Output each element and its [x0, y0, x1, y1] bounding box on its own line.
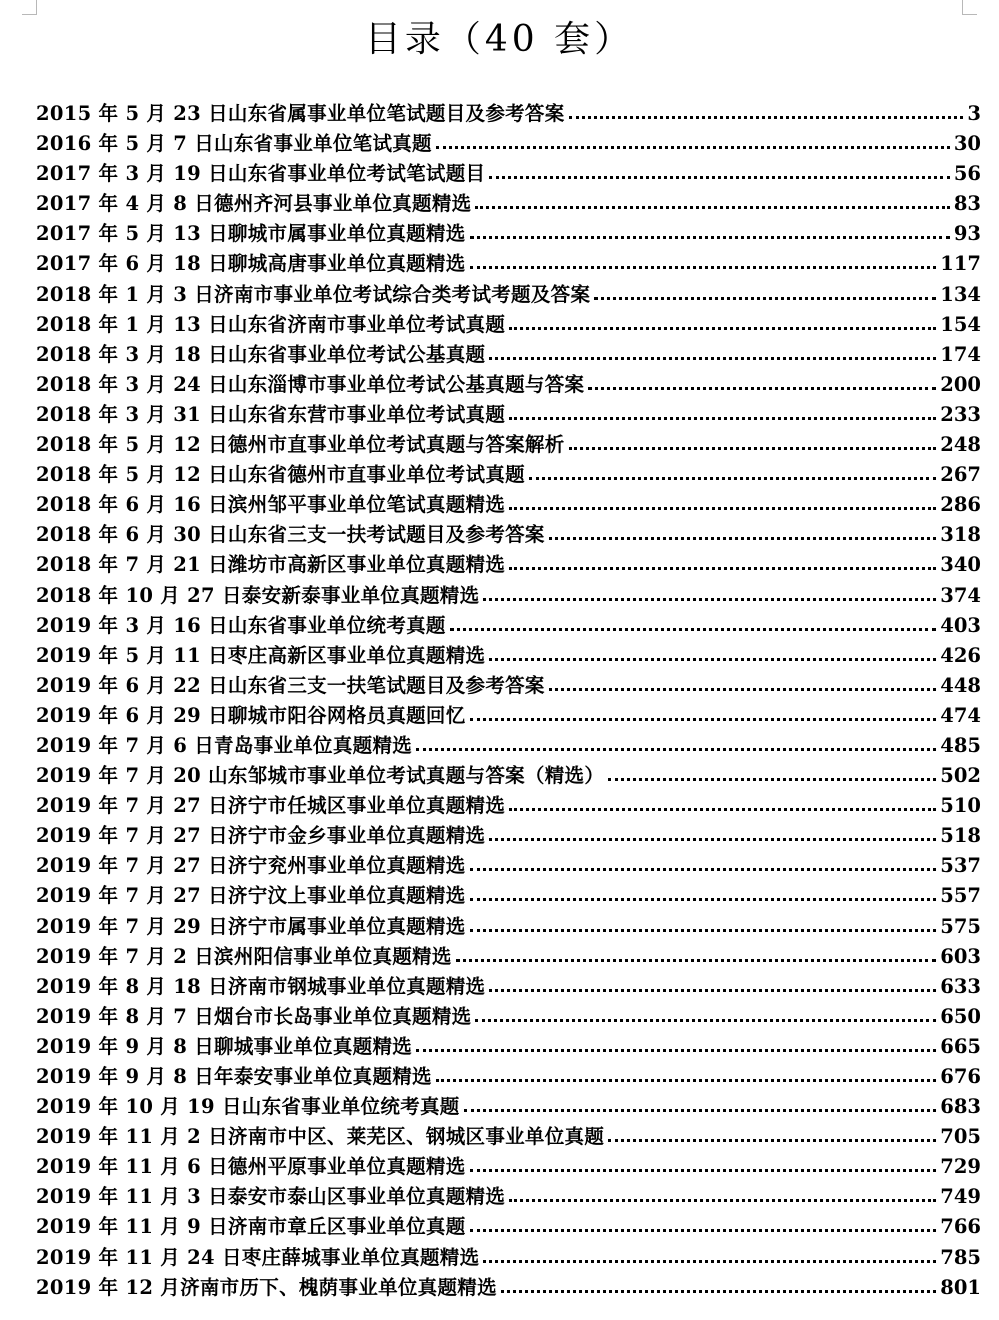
toc-entry[interactable]	[36, 942, 981, 972]
toc-dot-leader	[489, 353, 936, 360]
toc-entry[interactable]	[36, 1182, 981, 1212]
toc-list	[36, 99, 981, 1303]
toc-entry[interactable]	[36, 249, 981, 279]
toc-entry-title: 2018 年 7 月 21 日潍坊市高新区事业单位真题精选	[36, 553, 506, 577]
toc-entry-page-number: 248	[940, 433, 981, 457]
toc-entry[interactable]	[36, 881, 981, 911]
toc-entry-page-number: 93	[953, 222, 981, 246]
toc-entry[interactable]	[36, 490, 981, 520]
toc-entry-page-number: 557	[940, 884, 981, 908]
toc-dot-leader	[489, 654, 936, 661]
toc-entry-title: 2019 年 12 月济南市历下、槐荫事业单位真题精选	[36, 1275, 497, 1299]
toc-entry-page-number: 56	[953, 162, 981, 186]
toc-entry[interactable]	[36, 581, 981, 611]
toc-entry-title: 2018 年 3 月 31 日山东省东营市事业单位考试真题	[36, 402, 506, 426]
toc-entry-title: 2019 年 7 月 29 日济宁市属事业单位真题精选	[36, 914, 466, 938]
toc-entry-page-number: 426	[940, 643, 981, 667]
toc-entry-page-number: 200	[940, 372, 981, 396]
toc-entry[interactable]	[36, 731, 981, 761]
toc-dot-leader	[509, 503, 936, 510]
toc-entry[interactable]	[36, 791, 981, 821]
toc-dot-leader	[456, 955, 937, 962]
toc-entry-page-number: 474	[940, 703, 981, 727]
toc-dot-leader	[416, 744, 936, 751]
toc-entry-page-number: 683	[940, 1095, 981, 1119]
toc-entry-title: 2016 年 5 月 7 日山东省事业单位笔试真题	[36, 132, 432, 156]
toc-dot-leader	[569, 443, 937, 450]
toc-entry-page-number: 286	[940, 493, 981, 517]
toc-entry-page-number: 537	[940, 854, 981, 878]
toc-entry-title: 2019 年 10 月 19 日山东省事业单位统考真题	[36, 1095, 460, 1119]
toc-entry[interactable]	[36, 611, 981, 641]
toc-entry-title: 2019 年 11 月 24 日枣庄薛城事业单位真题精选	[36, 1245, 480, 1269]
toc-entry-title: 2018 年 6 月 16 日滨州邹平事业单位笔试真题精选	[36, 493, 506, 517]
toc-entry-title: 2018 年 5 月 12 日山东省德州市直事业单位考试真题	[36, 463, 525, 487]
toc-dot-leader	[549, 533, 937, 540]
toc-entry-page-number: 403	[940, 613, 981, 637]
toc-dot-leader	[489, 834, 936, 841]
toc-entry[interactable]	[36, 129, 981, 159]
toc-entry[interactable]	[36, 370, 981, 400]
toc-entry-page-number: 766	[940, 1215, 981, 1239]
toc-entry-title: 2019 年 7 月 27 日济宁市任城区事业单位真题精选	[36, 794, 506, 818]
toc-entry-page-number: 117	[940, 252, 981, 276]
toc-dot-leader	[470, 262, 937, 269]
toc-entry-title: 2017 年 5 月 13 日聊城市属事业单位真题精选	[36, 222, 466, 246]
toc-dot-leader	[470, 1165, 937, 1172]
toc-entry-title: 2019 年 11 月 6 日德州平原事业单位真题精选	[36, 1155, 466, 1179]
toc-entry[interactable]	[36, 821, 981, 851]
toc-entry-title: 2019 年 11 月 2 日济南市中区、莱芜区、钢城区事业单位真题	[36, 1125, 605, 1149]
toc-entry[interactable]	[36, 1092, 981, 1122]
toc-dot-leader	[450, 624, 937, 631]
toc-entry-page-number: 174	[940, 342, 981, 366]
toc-dot-leader	[416, 1045, 936, 1052]
toc-entry-page-number: 518	[940, 824, 981, 848]
toc-entry-page-number: 705	[940, 1125, 981, 1149]
toc-entry-page-number: 502	[940, 764, 981, 788]
toc-entry[interactable]	[36, 310, 981, 340]
toc-entry-title: 2019 年 6 月 22 日山东省三支一扶笔试题目及参考答案	[36, 673, 545, 697]
toc-entry-title: 2018 年 3 月 18 日山东省事业单位考试公基真题	[36, 342, 486, 366]
toc-dot-leader	[475, 1015, 936, 1022]
toc-entry-page-number: 485	[940, 733, 981, 757]
toc-entry-title: 2017 年 4 月 8 日德州齐河县事业单位真题精选	[36, 192, 472, 216]
toc-entry-page-number: 729	[940, 1155, 981, 1179]
toc-dot-leader	[470, 925, 937, 932]
toc-dot-leader	[475, 202, 949, 209]
page-corner-mark-right	[962, 0, 977, 15]
toc-entry-title: 2018 年 10 月 27 日泰安新泰事业单位真题精选	[36, 583, 480, 607]
toc-entry-page-number: 154	[940, 312, 981, 336]
toc-entry-page-number: 801	[940, 1275, 981, 1299]
toc-dot-leader	[509, 1195, 936, 1202]
toc-entry-title: 2019 年 9 月 8 日聊城事业单位真题精选	[36, 1034, 413, 1058]
toc-dot-leader	[509, 413, 936, 420]
toc-dot-leader	[588, 383, 936, 390]
toc-entry[interactable]	[36, 912, 981, 942]
toc-entry-page-number: 650	[940, 1004, 981, 1028]
toc-dot-leader	[489, 985, 936, 992]
toc-entry-page-number: 785	[940, 1245, 981, 1269]
toc-entry-page-number: 676	[940, 1065, 981, 1088]
toc-dot-leader	[470, 894, 937, 901]
toc-entry[interactable]	[36, 1273, 981, 1303]
toc-dot-leader	[569, 112, 964, 119]
toc-entry[interactable]	[36, 701, 981, 731]
toc-entry[interactable]	[36, 99, 981, 129]
toc-entry-title: 2017 年 3 月 19 日山东省事业单位考试笔试题目	[36, 162, 486, 186]
toc-entry[interactable]	[36, 400, 981, 430]
toc-entry-title: 2018 年 1 月 3 日济南市事业单位考试综合类考试考题及答案	[36, 282, 591, 306]
toc-entry-title: 2019 年 8 月 7 日烟台市长岛事业单位真题精选	[36, 1004, 472, 1028]
toc-entry-page-number: 3	[967, 102, 981, 125]
toc-entry[interactable]	[36, 1122, 981, 1152]
toc-entry-title: 2019 年 7 月 27 日济宁兖州事业单位真题精选	[36, 854, 466, 878]
toc-dot-leader	[470, 1225, 937, 1232]
toc-entry-page-number: 749	[940, 1185, 981, 1209]
toc-entry[interactable]	[36, 219, 981, 249]
toc-dot-leader	[509, 323, 936, 330]
toc-entry-title: 2019 年 7 月 20 山东邹城市事业单位考试真题与答案（精选）	[36, 764, 605, 788]
toc-entry-page-number: 83	[953, 192, 981, 216]
toc-entry[interactable]	[36, 520, 981, 550]
toc-entry[interactable]	[36, 1152, 981, 1182]
toc-entry-title: 2019 年 9 月 8 日年泰安事业单位真题精选	[36, 1065, 432, 1088]
toc-entry-page-number: 30	[953, 132, 981, 156]
toc-entry-title: 2017 年 6 月 18 日聊城高唐事业单位真题精选	[36, 252, 466, 276]
toc-entry-page-number: 134	[940, 282, 981, 306]
toc-entry-title: 2019 年 7 月 6 日青岛事业单位真题精选	[36, 733, 413, 757]
toc-dot-leader	[549, 684, 937, 691]
toc-entry-page-number: 374	[940, 583, 981, 607]
toc-dot-leader	[470, 714, 937, 721]
toc-entry-page-number: 510	[940, 794, 981, 818]
toc-entry[interactable]	[36, 1212, 981, 1242]
toc-dot-leader	[470, 232, 950, 239]
toc-dot-leader	[509, 804, 936, 811]
toc-entry[interactable]	[36, 1002, 981, 1032]
toc-entry[interactable]	[36, 550, 981, 580]
toc-dot-leader	[608, 1135, 936, 1142]
toc-entry-title: 2018 年 1 月 13 日山东省济南市事业单位考试真题	[36, 312, 506, 336]
toc-entry[interactable]	[36, 1062, 981, 1092]
toc-dot-leader	[594, 293, 936, 300]
toc-entry-page-number: 603	[940, 944, 981, 968]
toc-entry[interactable]	[36, 851, 981, 881]
toc-entry[interactable]	[36, 430, 981, 460]
toc-entry-title: 2019 年 6 月 29 日聊城市阳谷网格员真题回忆	[36, 703, 466, 727]
toc-entry-page-number: 448	[940, 673, 981, 697]
toc-dot-leader	[489, 172, 950, 179]
toc-entry-title: 2019 年 8 月 18 日济南市钢城事业单位真题精选	[36, 974, 486, 998]
toc-entry-page-number: 575	[940, 914, 981, 938]
toc-entry[interactable]	[36, 280, 981, 310]
toc-dot-leader	[608, 774, 936, 781]
toc-entry[interactable]	[36, 1243, 981, 1273]
toc-dot-leader	[483, 594, 936, 601]
toc-entry-title: 2019 年 7 月 27 日济宁市金乡事业单位真题精选	[36, 824, 486, 848]
toc-title: 目录（40 套）	[364, 19, 635, 60]
toc-entry-title: 2019 年 11 月 3 日泰安市泰山区事业单位真题精选	[36, 1185, 506, 1209]
toc-dot-leader	[501, 1286, 936, 1293]
toc-entry[interactable]	[36, 460, 981, 490]
toc-entry-page-number: 318	[940, 523, 981, 547]
toc-entry-title: 2019 年 11 月 9 日济南市章丘区事业单位真题	[36, 1215, 466, 1239]
toc-entry[interactable]	[36, 671, 981, 701]
toc-entry-page-number: 340	[940, 553, 981, 577]
toc-entry[interactable]	[36, 159, 981, 189]
toc-entry-title: 2019 年 7 月 2 日滨州阳信事业单位真题精选	[36, 944, 452, 968]
toc-entry[interactable]	[36, 761, 981, 791]
toc-entry[interactable]	[36, 189, 981, 219]
toc-entry-title: 2019 年 5 月 11 日枣庄高新区事业单位真题精选	[36, 643, 486, 667]
toc-dot-leader	[470, 864, 937, 871]
toc-entry-title: 2019 年 7 月 27 日济宁汶上事业单位真题精选	[36, 884, 466, 908]
toc-entry-title: 2015 年 5 月 23 日山东省属事业单位笔试题目及参考答案	[36, 102, 565, 125]
toc-dot-leader	[509, 563, 936, 570]
toc-entry[interactable]	[36, 340, 981, 370]
toc-entry[interactable]	[36, 972, 981, 1002]
toc-entry[interactable]	[36, 641, 981, 671]
toc-entry-page-number: 267	[940, 463, 981, 487]
toc-entry-page-number: 633	[940, 974, 981, 998]
toc-entry-page-number: 233	[940, 402, 981, 426]
toc-entry-title: 2019 年 3 月 16 日山东省事业单位统考真题	[36, 613, 446, 637]
toc-dot-leader	[464, 1105, 937, 1112]
toc-entry-page-number: 665	[940, 1034, 981, 1058]
toc-entry-title: 2018 年 5 月 12 日德州市直事业单位考试真题与答案解析	[36, 433, 565, 457]
toc-dot-leader	[436, 1075, 936, 1082]
toc-entry-title: 2018 年 6 月 30 日山东省三支一扶考试题目及参考答案	[36, 523, 545, 547]
toc-dot-leader	[529, 473, 936, 480]
toc-dot-leader	[436, 142, 950, 149]
toc-dot-leader	[483, 1256, 936, 1263]
toc-entry[interactable]	[36, 1032, 981, 1062]
toc-entry-title: 2018 年 3 月 24 日山东淄博市事业单位考试公基真题与答案	[36, 372, 585, 396]
page-corner-mark-left	[22, 0, 37, 15]
